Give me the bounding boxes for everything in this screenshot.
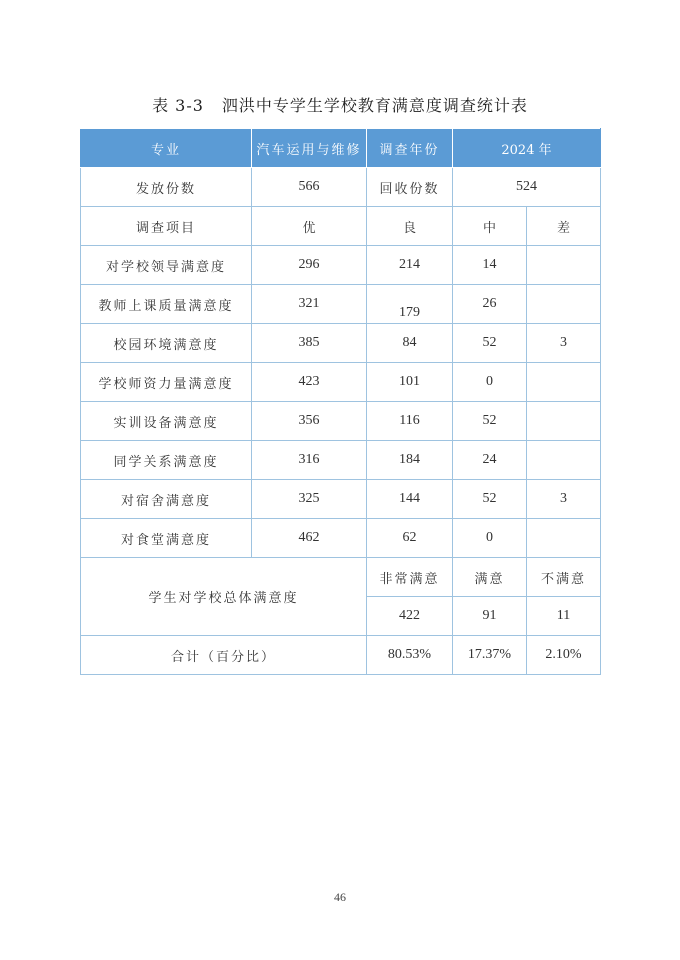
row-item: 学校师资力量满意度 [81,363,252,402]
very-satisfied-label: 非常满意 [367,558,453,597]
table-number: 表 3-3 [152,96,204,115]
major-label: 专业 [81,129,252,168]
table-row [81,480,601,519]
row-excellent: 325 [252,480,367,519]
year-value: 2024 年 [453,129,601,168]
unsatisfied-label: 不满意 [527,558,601,597]
very-satisfied-value: 422 [367,597,453,636]
column-poor: 差 [527,207,601,246]
row-item: 对学校领导满意度 [81,246,252,285]
satisfied-label: 满意 [453,558,527,597]
overall-header-row [81,558,601,597]
row-excellent: 423 [252,363,367,402]
row-medium: 14 [453,246,527,285]
sent-label: 发放份数 [81,168,252,207]
row-poor: 3 [527,480,601,519]
row-poor [527,441,601,480]
row-medium: 0 [453,363,527,402]
row-item: 对食堂满意度 [81,519,252,558]
column-medium: 中 [453,207,527,246]
row-good: 214 [367,246,453,285]
header-row [81,129,601,168]
row-excellent: 462 [252,519,367,558]
unsatisfied-percent: 2.10% [527,636,601,675]
row-excellent: 321 [252,285,367,324]
row-medium: 52 [453,402,527,441]
very-satisfied-percent: 80.53% [367,636,453,675]
row-item: 实训设备满意度 [81,402,252,441]
column-item: 调查项目 [81,207,252,246]
table-row [81,519,601,558]
total-row [81,636,601,675]
row-good: 84 [367,324,453,363]
satisfied-percent: 17.37% [453,636,527,675]
row-poor [527,402,601,441]
row-excellent: 316 [252,441,367,480]
satisfaction-table [80,128,601,675]
table-row [81,285,601,324]
row-item: 校园环境满意度 [81,324,252,363]
row-good: 184 [367,441,453,480]
table-title: 泗洪中专学生学校教育满意度调查统计表 [221,96,528,115]
major-value: 汽车运用与维修 [252,129,367,168]
row-item: 教师上课质量满意度 [81,285,252,324]
satisfied-value: 91 [453,597,527,636]
row-excellent: 385 [252,324,367,363]
row-good: 116 [367,402,453,441]
row-poor: 3 [527,324,601,363]
row-good: 101 [367,363,453,402]
row-medium: 52 [453,324,527,363]
table-row [81,441,601,480]
table-row [81,363,601,402]
sent-value: 566 [252,168,367,207]
overall-label: 学生对学校总体满意度 [81,558,367,636]
received-label: 回收份数 [367,168,453,207]
total-label: 合计（百分比） [81,636,367,675]
row-medium: 24 [453,441,527,480]
row-good-cell [367,285,453,324]
table-caption [0,93,680,116]
row-good: 144 [367,480,453,519]
row-excellent: 296 [252,246,367,285]
row-medium: 52 [453,480,527,519]
year-label: 调查年份 [367,129,453,168]
row-medium: 26 [453,285,527,324]
row-poor [527,519,601,558]
row-excellent: 356 [252,402,367,441]
distribution-row [81,168,601,207]
column-good: 良 [367,207,453,246]
row-good: 62 [367,519,453,558]
row-poor [527,363,601,402]
unsatisfied-value: 11 [527,597,601,636]
row-poor [527,285,601,324]
column-header-row [81,207,601,246]
received-value: 524 [453,168,601,207]
column-excellent: 优 [252,207,367,246]
table-row [81,246,601,285]
row-poor [527,246,601,285]
page-number: 46 [334,890,346,904]
row-medium: 0 [453,519,527,558]
table-row [81,324,601,363]
table-row [81,402,601,441]
row-item: 同学关系满意度 [81,441,252,480]
row-item: 对宿舍满意度 [81,480,252,519]
row-good: 179 [399,305,420,320]
